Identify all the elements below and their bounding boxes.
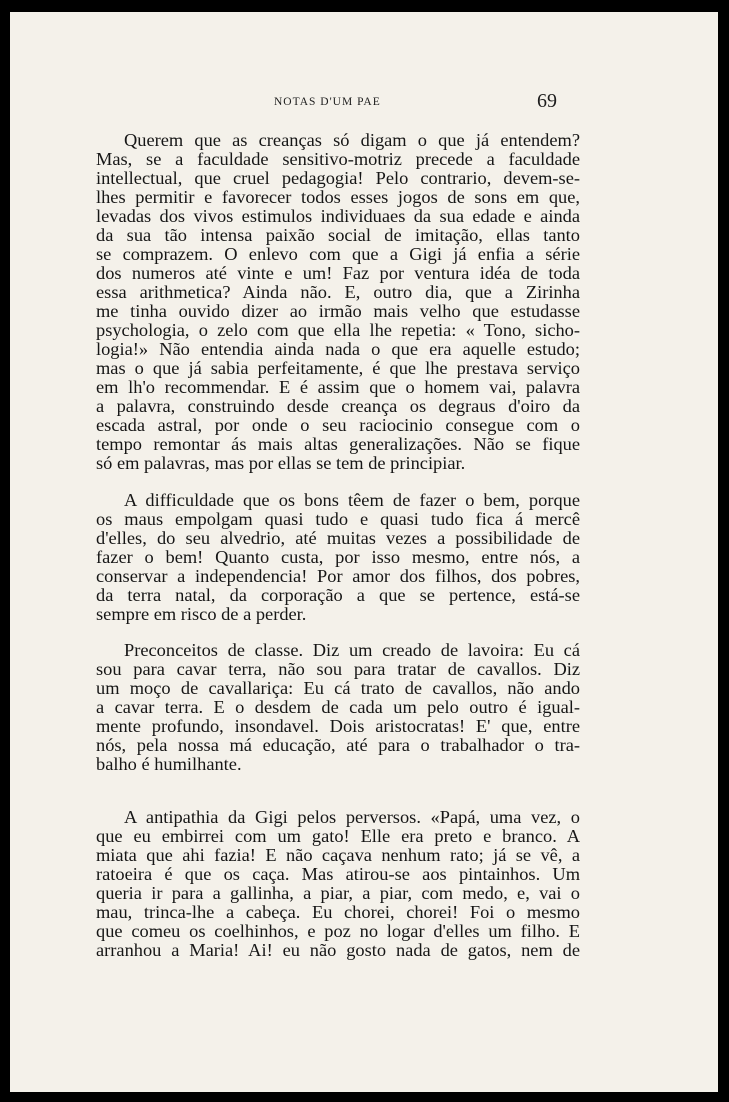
text-line: miata que ahi fazia! E não caçava nenhum rato; já se vê, a [96,845,580,865]
text-line: um moço de cavallariça: Eu cá trato de cavallos, não ando [96,678,580,698]
text-line: balho é humilhante. [96,754,242,774]
text-line: levadas dos vivos estimulos individuaes da sua edade e ainda [96,206,580,226]
paragraph-speech-development [96,131,580,473]
text-line: em lh'o recommendar. E é assim que o homem vai, palavra [96,377,580,397]
text-line: mas o que já sabia perfeitamente, é que lhe prestava serviço [96,358,580,378]
text-line: sempre em risco de a perder. [96,604,307,624]
text-line: que eu embirrei com um gato! Elle era preto e branco. A [96,826,580,846]
text-line: se comprazem. O enlevo com que a Gigi já enfia a série [96,244,580,264]
running-title: NOTAS D'UM PAE [274,96,381,108]
page-header [10,84,718,114]
text-line: Preconceitos de classe. Diz um creado de lavoira: Eu cá [124,640,580,660]
text-line: nós, pela nossa má educação, até para o trabalhador o tra- [96,735,580,755]
text-line: logia!» Não entendia ainda nada o que era aquelle estudo; [96,339,580,359]
text-line: psychologia, o zelo com que ella lhe repetia: « Tono, sicho- [96,320,580,340]
text-line: só em palavras, mas por ellas se tem de principiar. [96,453,466,473]
text-line: intellectual, que cruel pedagogia! Pelo contrario, devem-se- [96,168,580,188]
text-line: Mas, se a faculdade sensitivo-motriz precede a faculdade [96,149,580,169]
text-line: me tinha ouvido dizer ao irmão mais velho que estudasse [96,301,580,321]
text-line: sou para cavar terra, não sou para tratar de cavallos. Diz [96,659,580,679]
text-line: Querem que as creanças só digam o que já entendem? [124,130,580,150]
text-line: da terra natal, da corporação a que se pertence, está-se [96,585,580,605]
text-line: mente profundo, insondavel. Dois aristocratas! E' que, entre [96,716,580,736]
text-line: conservar a independencia! Por amor dos filhos, dos pobres, [96,566,580,586]
text-line: fazer o bem! Quanto custa, por isso mesmo, entre nós, a [96,547,580,567]
text-line: essa arithmetica? Ainda não. E, outro dia, que a Zirinha [96,282,580,302]
paragraph-class-prejudice [96,641,580,774]
text-line: d'elles, do seu alvedrio, até muitas vezes a possibilidade de [96,528,580,548]
text-line: escada astral, por onde o seu raciocinio consegue com o [96,415,580,435]
text-line: os maus empolgam quasi tudo e quasi tudo fica á mercê [96,509,580,529]
text-line: arranhou a Maria! Ai! eu não gosto nada de gatos, nem de [96,940,580,960]
text-line: ratoeira é que os caça. Mas atirou-se aos pintainhos. Um [96,864,580,884]
paragraph-doing-good [96,491,580,624]
text-line: A antipathia da Gigi pelos perversos. «Papá, uma vez, o [124,807,580,827]
text-line: da sua tão intensa paixão social de imitação, ellas tanto [96,225,580,245]
text-line: queria ir para a gallinha, a piar, a piar, com medo, e, vai o [96,883,580,903]
text-line: a palavra, construindo desde creança os degraus d'oiro da [96,396,580,416]
page-number: 69 [537,90,557,112]
paragraph-gigi-cat [96,808,580,960]
text-line: mau, trinca-lhe a cabeça. Eu chorei, chorei! Foi o mesmo [96,902,580,922]
book-page [10,12,718,1092]
text-line: tempo remontar ás mais altas generalizações. Não se fique [96,434,580,454]
text-line: lhes permitir e favorecer todos esses jogos de sons em que, [96,187,580,207]
text-line: dos numeros até vinte e um! Faz por ventura idéa de toda [96,263,580,283]
text-line: A difficuldade que os bons têem de fazer o bem, porque [124,490,580,510]
text-line: que comeu os coelhinhos, e poz no logar d'elles um filho. E [96,921,580,941]
text-line: a cavar terra. E o desdem de cada um pelo outro é igual- [96,697,580,717]
